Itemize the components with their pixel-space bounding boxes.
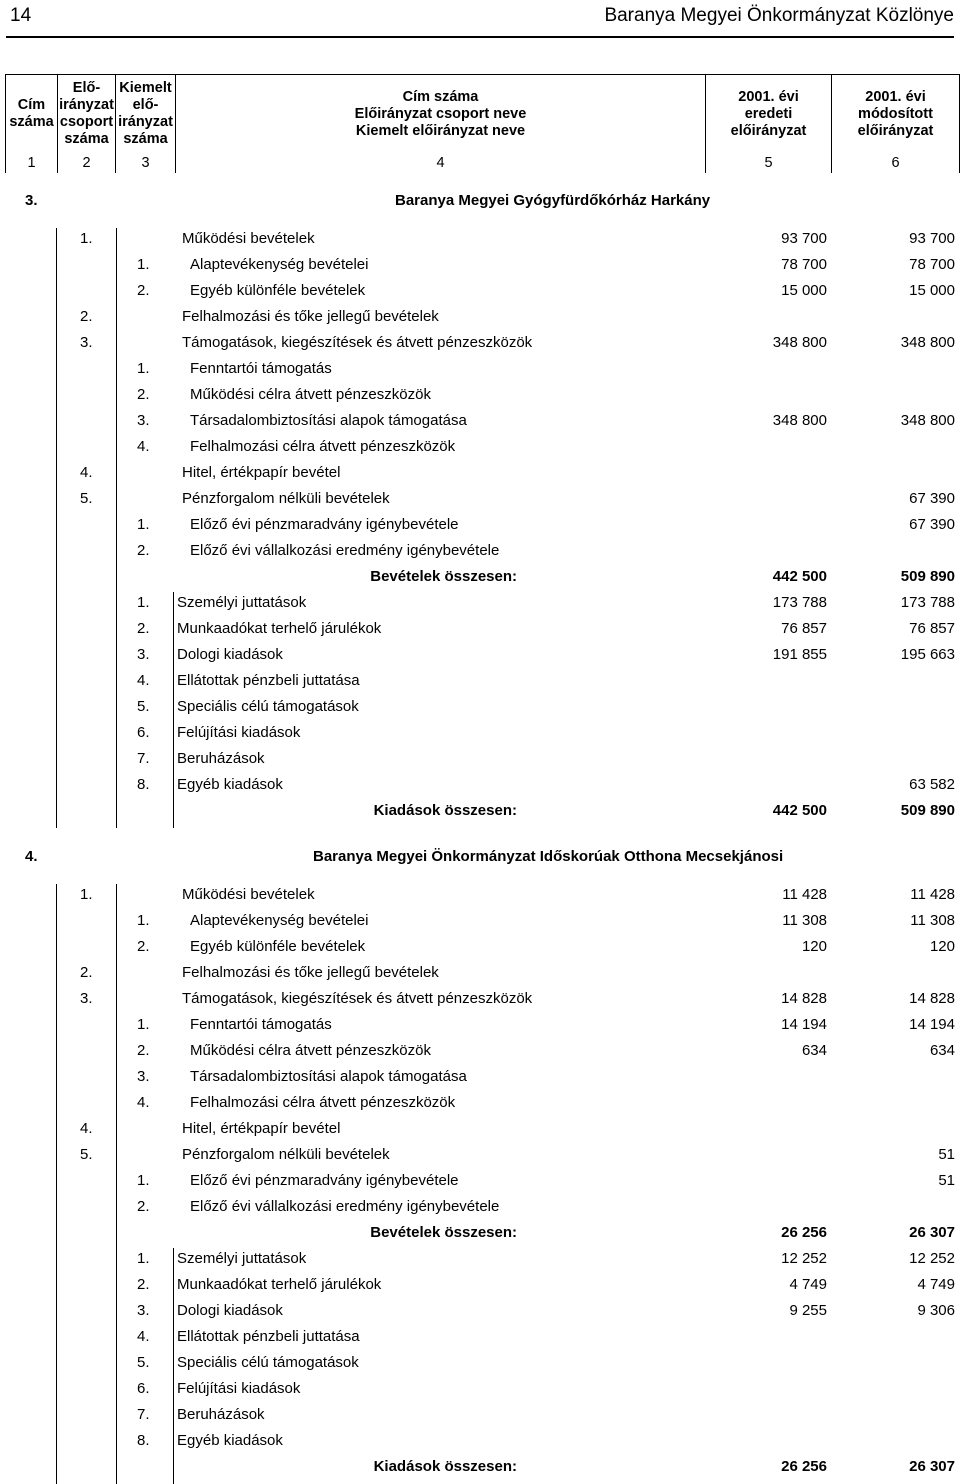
modified-appropriation: 509 890 xyxy=(900,568,955,585)
original-appropriation: 173 788 xyxy=(772,594,827,611)
vertical-rule xyxy=(116,228,117,828)
row-label: Alaptevékenység bevételei xyxy=(190,256,369,273)
table-row xyxy=(0,1272,960,1298)
modified-appropriation: 634 xyxy=(929,1042,955,1059)
table-row xyxy=(0,460,960,486)
original-appropriation: 26 256 xyxy=(781,1458,827,1475)
col-number: 6 xyxy=(832,153,960,173)
original-appropriation: 26 256 xyxy=(781,1224,827,1241)
original-appropriation: 78 700 xyxy=(781,256,827,273)
table-row xyxy=(0,1402,960,1428)
row-number: 2. xyxy=(80,308,93,325)
table-row xyxy=(0,512,960,538)
col-header-text: 2001. évi eredeti előirányzat xyxy=(730,88,807,139)
table-row xyxy=(0,772,960,798)
row-label: Dologi kiadások xyxy=(177,1302,283,1319)
row-label: Beruházások xyxy=(177,750,265,767)
total-row xyxy=(0,1454,960,1480)
row-label: Felújítási kiadások xyxy=(177,724,301,741)
row-number: 5. xyxy=(80,1146,93,1163)
table-row xyxy=(0,278,960,304)
table-row xyxy=(0,538,960,564)
table-row xyxy=(0,1090,960,1116)
total-label: Kiadások összesen: xyxy=(373,1458,517,1475)
total-label: Bevételek összesen: xyxy=(370,568,517,585)
table-row xyxy=(0,616,960,642)
modified-appropriation: 120 xyxy=(929,938,955,955)
table-row xyxy=(0,1350,960,1376)
col-header-text: Cím száma Előirányzat csoport neve Kiemelt előirányzat neve xyxy=(354,88,527,139)
col-header-text: Kiemelt elő- irányzat száma xyxy=(118,80,173,147)
col-header-text: Elő- irányzat csoport száma xyxy=(59,80,114,147)
row-number: 1. xyxy=(137,360,150,377)
row-number: 2. xyxy=(137,1042,150,1059)
original-appropriation: 93 700 xyxy=(781,230,827,247)
row-label: Egyéb különféle bevételek xyxy=(190,938,366,955)
row-label: Előző évi vállalkozási eredmény igénybevétele xyxy=(190,542,500,559)
row-number: 1. xyxy=(137,594,150,611)
table-row xyxy=(0,304,960,330)
original-appropriation: 191 855 xyxy=(772,646,827,663)
row-label: Dologi kiadások xyxy=(177,646,283,663)
modified-appropriation: 14 828 xyxy=(909,990,955,1007)
original-appropriation: 4 749 xyxy=(789,1276,827,1293)
original-appropriation: 14 828 xyxy=(781,990,827,1007)
original-appropriation: 9 255 xyxy=(789,1302,827,1319)
table-row xyxy=(0,1064,960,1090)
table-row xyxy=(0,934,960,960)
row-number: 1. xyxy=(137,1172,150,1189)
row-label: Hitel, értékpapír bevétel xyxy=(182,1120,341,1137)
modified-appropriation: 195 663 xyxy=(900,646,955,663)
original-appropriation: 15 000 xyxy=(781,282,827,299)
original-appropriation: 76 857 xyxy=(781,620,827,637)
modified-appropriation: 67 390 xyxy=(909,516,955,533)
original-appropriation: 348 800 xyxy=(772,334,827,351)
modified-appropriation: 12 252 xyxy=(909,1250,955,1267)
row-label: Társadalombiztosítási alapok támogatása xyxy=(190,1068,467,1085)
section-number: 4. xyxy=(25,848,38,865)
row-number: 5. xyxy=(137,1354,150,1371)
row-label: Előző évi pénzmaradvány igénybevétele xyxy=(190,1172,459,1189)
row-number: 7. xyxy=(137,1406,150,1423)
modified-appropriation: 93 700 xyxy=(909,230,955,247)
col-number: 2 xyxy=(58,153,116,173)
row-number: 3. xyxy=(137,1068,150,1085)
table-row xyxy=(0,1142,960,1168)
original-appropriation: 634 xyxy=(801,1042,827,1059)
section-number: 3. xyxy=(25,192,38,209)
row-number: 2. xyxy=(80,964,93,981)
row-number: 1. xyxy=(137,256,150,273)
row-label: Működési célra átvett pénzeszközök xyxy=(190,1042,431,1059)
table-row xyxy=(0,668,960,694)
row-number: 4. xyxy=(80,1120,93,1137)
row-label: Ellátottak pénzbeli juttatása xyxy=(177,672,360,689)
row-label: Felhalmozási és tőke jellegű bevételek xyxy=(182,964,439,981)
table-row xyxy=(0,1246,960,1272)
modified-appropriation: 63 582 xyxy=(909,776,955,793)
row-label: Egyéb kiadások xyxy=(177,1432,283,1449)
row-number: 8. xyxy=(137,776,150,793)
vertical-rule xyxy=(116,884,117,1484)
row-number: 5. xyxy=(80,490,93,507)
modified-appropriation: 76 857 xyxy=(909,620,955,637)
modified-appropriation: 348 800 xyxy=(900,412,955,429)
col-header-nev xyxy=(176,75,706,154)
original-appropriation: 11 308 xyxy=(782,912,827,929)
row-number: 1. xyxy=(80,886,93,903)
row-number: 7. xyxy=(137,750,150,767)
original-appropriation: 442 500 xyxy=(772,802,827,819)
row-label: Speciális célú támogatások xyxy=(177,1354,359,1371)
col-header-modositott xyxy=(832,75,960,154)
table-row xyxy=(0,1168,960,1194)
page-number: 14 xyxy=(10,5,32,26)
row-number: 3. xyxy=(80,990,93,1007)
table-row xyxy=(0,1376,960,1402)
table-row xyxy=(0,486,960,512)
row-label: Alaptevékenység bevételei xyxy=(190,912,369,929)
section-name: Baranya Megyei Önkormányzat Időskorúak Otthona Mecsekjánosi xyxy=(313,848,784,865)
col-header-csoport xyxy=(58,75,116,154)
table-row xyxy=(0,694,960,720)
col-header-eredeti xyxy=(706,75,832,154)
table-row xyxy=(0,226,960,252)
col-header-text: 2001. évi módosított előirányzat xyxy=(857,88,934,139)
original-appropriation: 14 194 xyxy=(781,1016,827,1033)
modified-appropriation: 51 xyxy=(938,1172,955,1189)
modified-appropriation: 78 700 xyxy=(909,256,955,273)
row-label: Speciális célú támogatások xyxy=(177,698,359,715)
modified-appropriation: 26 307 xyxy=(909,1458,955,1475)
row-number: 2. xyxy=(137,386,150,403)
row-number: 2. xyxy=(137,1198,150,1215)
row-label: Egyéb különféle bevételek xyxy=(190,282,366,299)
col-number: 4 xyxy=(176,153,706,173)
row-label: Munkaadókat terhelő járulékok xyxy=(177,620,382,637)
modified-appropriation: 4 749 xyxy=(917,1276,955,1293)
original-appropriation: 12 252 xyxy=(781,1250,827,1267)
row-label: Felhalmozási és tőke jellegű bevételek xyxy=(182,308,439,325)
modified-appropriation: 11 308 xyxy=(910,912,955,929)
vertical-rule xyxy=(173,592,174,828)
row-number: 4. xyxy=(137,1328,150,1345)
row-number: 4. xyxy=(137,1094,150,1111)
row-label: Beruházások xyxy=(177,1406,265,1423)
table-row xyxy=(0,434,960,460)
total-row xyxy=(0,1220,960,1246)
original-appropriation: 442 500 xyxy=(772,568,827,585)
table-header xyxy=(5,74,960,173)
table-row xyxy=(0,1038,960,1064)
row-label: Fenntartói támogatás xyxy=(190,360,332,377)
modified-appropriation: 9 306 xyxy=(917,1302,955,1319)
row-label: Ellátottak pénzbeli juttatása xyxy=(177,1328,360,1345)
row-label: Támogatások, kiegészítések és átvett pénzeszközök xyxy=(182,334,533,351)
row-number: 6. xyxy=(137,1380,150,1397)
table-row xyxy=(0,590,960,616)
table-row xyxy=(0,382,960,408)
col-number: 3 xyxy=(116,153,176,173)
table-row xyxy=(0,986,960,1012)
modified-appropriation: 509 890 xyxy=(900,802,955,819)
row-label: Működési bevételek xyxy=(182,230,315,247)
row-number: 1. xyxy=(137,912,150,929)
table-row xyxy=(0,1194,960,1220)
publication-title: Baranya Megyei Önkormányzat Közlönye xyxy=(604,5,954,26)
row-number: 2. xyxy=(137,542,150,559)
row-number: 2. xyxy=(137,620,150,637)
table-row xyxy=(0,960,960,986)
row-label: Egyéb kiadások xyxy=(177,776,283,793)
vertical-rule xyxy=(173,1248,174,1484)
page-header xyxy=(6,0,954,38)
modified-appropriation: 15 000 xyxy=(909,282,955,299)
row-label: Működési bevételek xyxy=(182,886,315,903)
modified-appropriation: 173 788 xyxy=(900,594,955,611)
row-label: Felhalmozási célra átvett pénzeszközök xyxy=(190,438,456,455)
row-label: Fenntartói támogatás xyxy=(190,1016,332,1033)
row-label: Felújítási kiadások xyxy=(177,1380,301,1397)
table-row xyxy=(0,882,960,908)
section-title xyxy=(25,192,925,212)
row-label: Felhalmozási célra átvett pénzeszközök xyxy=(190,1094,456,1111)
total-row xyxy=(0,564,960,590)
modified-appropriation: 14 194 xyxy=(909,1016,955,1033)
row-number: 1. xyxy=(137,516,150,533)
row-number: 3. xyxy=(80,334,93,351)
table-row xyxy=(0,330,960,356)
row-label: Munkaadókat terhelő járulékok xyxy=(177,1276,382,1293)
col-number: 5 xyxy=(706,153,832,173)
table-row xyxy=(0,1298,960,1324)
row-number: 1. xyxy=(137,1250,150,1267)
vertical-rule xyxy=(56,884,57,1484)
total-row xyxy=(0,798,960,824)
original-appropriation: 11 428 xyxy=(782,886,827,903)
table-row xyxy=(0,1012,960,1038)
modified-appropriation: 67 390 xyxy=(909,490,955,507)
row-label: Pénzforgalom nélküli bevételek xyxy=(182,490,390,507)
row-number: 2. xyxy=(137,938,150,955)
row-number: 2. xyxy=(137,282,150,299)
row-label: Személyi juttatások xyxy=(177,1250,307,1267)
row-number: 3. xyxy=(137,412,150,429)
table-row xyxy=(0,356,960,382)
col-number: 1 xyxy=(6,153,58,173)
table-row xyxy=(0,720,960,746)
table-row xyxy=(0,908,960,934)
table-row xyxy=(0,1428,960,1454)
total-label: Kiadások összesen: xyxy=(373,802,517,819)
row-number: 3. xyxy=(137,1302,150,1319)
row-label: Működési célra átvett pénzeszközök xyxy=(190,386,431,403)
row-label: Pénzforgalom nélküli bevételek xyxy=(182,1146,390,1163)
row-label: Hitel, értékpapír bevétel xyxy=(182,464,341,481)
row-number: 4. xyxy=(80,464,93,481)
row-number: 8. xyxy=(137,1432,150,1449)
original-appropriation: 348 800 xyxy=(772,412,827,429)
col-header-cim xyxy=(6,75,58,154)
modified-appropriation: 348 800 xyxy=(900,334,955,351)
row-number: 2. xyxy=(137,1276,150,1293)
row-label: Társadalombiztosítási alapok támogatása xyxy=(190,412,467,429)
table-row xyxy=(0,1324,960,1350)
section-title xyxy=(25,848,925,868)
row-number: 1. xyxy=(137,1016,150,1033)
total-label: Bevételek összesen: xyxy=(370,1224,517,1241)
vertical-rule xyxy=(56,228,57,828)
table-row xyxy=(0,746,960,772)
original-appropriation: 120 xyxy=(801,938,827,955)
col-header-text: Cím száma xyxy=(9,97,54,130)
row-number: 4. xyxy=(137,672,150,689)
row-label: Előző évi vállalkozási eredmény igénybevétele xyxy=(190,1198,500,1215)
row-number: 1. xyxy=(80,230,93,247)
table-row xyxy=(0,642,960,668)
row-label: Előző évi pénzmaradvány igénybevétele xyxy=(190,516,459,533)
table-row xyxy=(0,252,960,278)
table-row xyxy=(0,1116,960,1142)
row-number: 4. xyxy=(137,438,150,455)
modified-appropriation: 51 xyxy=(938,1146,955,1163)
row-number: 5. xyxy=(137,698,150,715)
table-row xyxy=(0,408,960,434)
modified-appropriation: 11 428 xyxy=(910,886,955,903)
section-name: Baranya Megyei Gyógyfürdőkórház Harkány xyxy=(395,192,711,209)
row-label: Személyi juttatások xyxy=(177,594,307,611)
modified-appropriation: 26 307 xyxy=(909,1224,955,1241)
row-label: Támogatások, kiegészítések és átvett pénzeszközök xyxy=(182,990,533,1007)
row-number: 6. xyxy=(137,724,150,741)
row-number: 3. xyxy=(137,646,150,663)
col-header-kiemelt xyxy=(116,75,176,154)
